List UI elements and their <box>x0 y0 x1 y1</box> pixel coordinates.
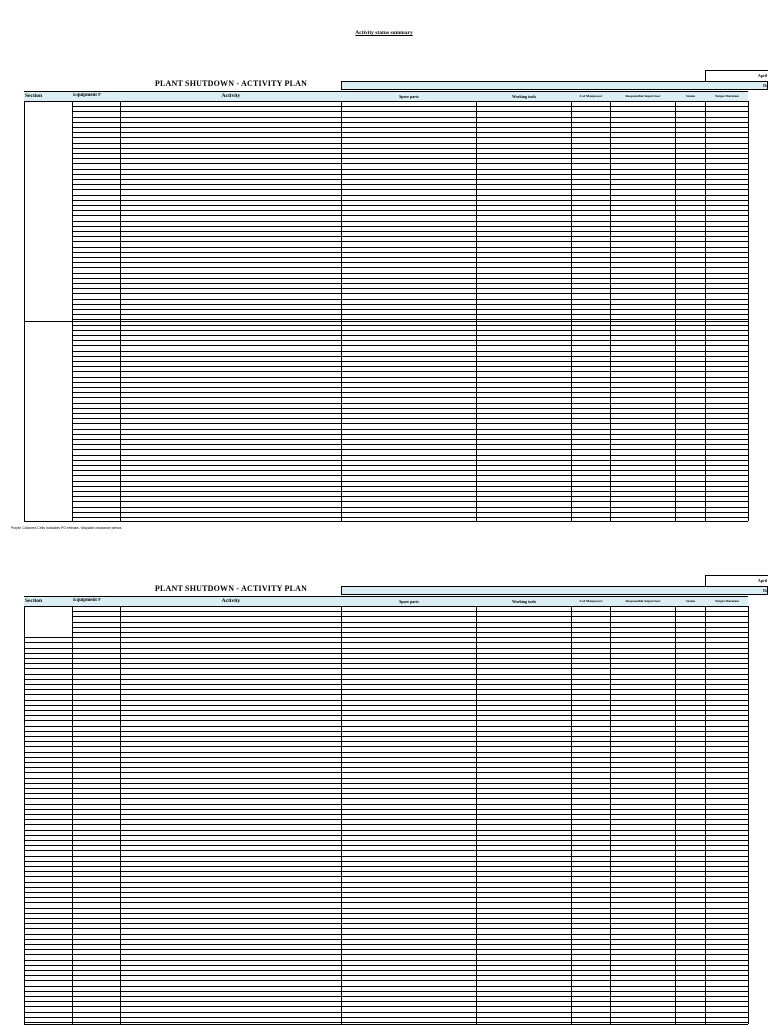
grid-row-line <box>72 439 748 440</box>
grid-row-line <box>24 965 748 966</box>
col-section: Section <box>25 93 43 99</box>
col-working-tools: Working tools <box>511 94 537 99</box>
grid-row-line <box>72 429 748 430</box>
grid-row-line <box>72 481 748 482</box>
grid-row-line <box>72 283 748 284</box>
grid-row-line <box>24 726 748 727</box>
grid-row-line <box>24 986 748 987</box>
grid-row-line <box>24 720 748 721</box>
grid-row-line <box>24 642 748 643</box>
grid-row-line <box>24 783 748 784</box>
grid-row-line <box>24 757 748 758</box>
grid-row-line <box>72 189 748 190</box>
grid-row-line <box>72 622 748 623</box>
grid-row-line <box>72 366 748 367</box>
grid-row-line <box>72 210 748 211</box>
grid-row-line <box>24 923 748 924</box>
grid-row-line <box>24 663 748 664</box>
col-equipment: Equipment # <box>73 598 101 603</box>
grid-row-line <box>24 980 748 981</box>
grid-row-line <box>24 814 748 815</box>
grid-column-line <box>748 606 749 1024</box>
grid-row-line <box>72 184 748 185</box>
grid-row-line <box>72 195 748 196</box>
grid-row-line <box>72 267 748 268</box>
grid-row-line <box>72 444 748 445</box>
grid-row-line <box>72 293 748 294</box>
grid-row-line <box>72 330 748 331</box>
grid-row-line <box>72 163 748 164</box>
grid-row-line <box>72 335 748 336</box>
sheet-title: PLANT SHUTDOWN - ACTIVITY PLAN <box>154 584 308 593</box>
col-spare-parts: Spare parts <box>399 599 419 604</box>
grid-row-line <box>24 913 748 914</box>
grid-row-line <box>72 200 748 201</box>
grid-column-line <box>341 101 342 521</box>
grid-row-line <box>72 111 748 112</box>
col-spare-parts: Spare parts <box>399 94 419 99</box>
grid-row-line <box>72 512 748 513</box>
grid-row-line <box>72 148 748 149</box>
grid-row-line <box>72 345 748 346</box>
grid-column-line <box>705 101 706 521</box>
grid-row-line <box>72 470 748 471</box>
grid-row-line <box>72 252 748 253</box>
grid-row-line <box>72 278 748 279</box>
grid-row-line <box>72 611 748 612</box>
grid-column-line <box>675 101 676 521</box>
col-status: Status <box>685 599 696 603</box>
grid-row-line <box>72 491 748 492</box>
grid-row-line <box>24 715 748 716</box>
footnote: Purple Coloured Cells Indicates PO release / dispatch clearance period. <box>11 526 123 530</box>
grid-row-line <box>72 340 748 341</box>
grid-row-line <box>24 996 748 997</box>
grid-row-line <box>72 632 748 633</box>
day-label: Da <box>763 588 768 593</box>
grid-row-line <box>72 304 748 305</box>
grid-row-line <box>72 627 748 628</box>
grid-row-line <box>24 908 748 909</box>
grid-row-line <box>72 356 748 357</box>
sheet-title: PLANT SHUTDOWN - ACTIVITY PLAN <box>154 79 308 88</box>
grid-row-line <box>24 882 748 883</box>
grid-row-line <box>72 257 748 258</box>
grid-row-line <box>24 866 748 867</box>
grid-row-line <box>72 455 748 456</box>
grid-row-line <box>72 434 748 435</box>
grid-header-rule <box>24 606 748 607</box>
grid-row-line <box>72 262 748 263</box>
grid-row-line <box>24 954 748 955</box>
col-equipment: Equipment # <box>73 93 101 98</box>
col-supervisor: Responsible Supervisor <box>625 599 661 603</box>
summary-title: Activity status summary <box>355 30 413 36</box>
grid-row-line <box>24 830 748 831</box>
grid-row-line <box>72 403 748 404</box>
grid-row-line <box>72 179 748 180</box>
grid-row-line <box>72 325 748 326</box>
grid-row-line <box>72 319 748 320</box>
grid-row-line <box>24 918 748 919</box>
grid-row-line <box>24 892 748 893</box>
grid-row-line <box>24 824 748 825</box>
grid-row-line <box>24 897 748 898</box>
grid-column-line <box>24 101 25 521</box>
grid-row-line <box>72 299 748 300</box>
grid-row-line <box>24 902 748 903</box>
grid-row-line <box>24 944 748 945</box>
grid-row-line <box>24 876 748 877</box>
grid-row-line <box>72 288 748 289</box>
grid-row-line <box>72 616 748 617</box>
grid-row-line <box>24 684 748 685</box>
header-band <box>341 586 768 595</box>
grid-row-line <box>72 496 748 497</box>
grid-row-line <box>72 397 748 398</box>
grid-row-line <box>24 856 748 857</box>
grid-row-line <box>24 887 748 888</box>
grid-row-line <box>72 226 748 227</box>
grid-row-line <box>72 392 748 393</box>
grid-row-line <box>24 746 748 747</box>
grid-row-line <box>24 960 748 961</box>
grid-row-line <box>24 700 748 701</box>
grid-column-line <box>72 101 73 521</box>
grid-row-line <box>72 169 748 170</box>
grid-row-line <box>24 637 748 638</box>
grid-row-line <box>24 835 748 836</box>
grid-row-line <box>72 106 748 107</box>
grid-row-line <box>72 236 748 237</box>
grid-row-line <box>24 934 748 935</box>
grid-row-line <box>24 1001 748 1002</box>
col-manpower: # of Manpower <box>579 94 603 98</box>
grid-row-line <box>72 408 748 409</box>
grid-row-line <box>24 668 748 669</box>
grid-row-line <box>72 309 748 310</box>
grid-row-line <box>72 507 748 508</box>
grid-row-line <box>72 387 748 388</box>
grid-row-line <box>24 804 748 805</box>
grid-row-line <box>72 314 748 315</box>
col-activity: Activity <box>221 93 241 99</box>
activity-plan-sheet-2 <box>0 575 768 1024</box>
grid-row-line <box>72 241 748 242</box>
col-section: Section <box>25 598 43 604</box>
grid-row-line <box>72 460 748 461</box>
grid-row-line <box>72 486 748 487</box>
grid-row-line <box>24 648 748 649</box>
grid-row-line <box>24 939 748 940</box>
grid-row-line <box>72 205 748 206</box>
grid-row-line <box>24 840 748 841</box>
header-band <box>341 81 768 90</box>
grid-row-line <box>72 143 748 144</box>
grid-row-line <box>24 871 748 872</box>
grid-column-line <box>610 101 611 521</box>
col-target-duration: Target Duration <box>714 599 740 603</box>
grid-row-line <box>24 772 748 773</box>
grid-row-line <box>24 861 748 862</box>
grid-row-line <box>24 778 748 779</box>
grid-row-line <box>24 1012 748 1013</box>
grid-row-line <box>24 975 748 976</box>
grid-row-line <box>72 423 748 424</box>
grid-column-line <box>571 101 572 521</box>
grid-row-line <box>72 174 748 175</box>
grid-row-line <box>72 517 748 518</box>
grid-row-line <box>24 949 748 950</box>
grid-row-line <box>72 361 748 362</box>
day-label: Da <box>763 83 768 88</box>
grid-row-line <box>24 658 748 659</box>
grid-row-line <box>24 798 748 799</box>
grid-row-line <box>72 221 748 222</box>
grid-row-line <box>72 475 748 476</box>
grid-row-line <box>72 153 748 154</box>
grid-row-line <box>72 127 748 128</box>
activity-plan-sheet-1 <box>0 70 768 525</box>
col-target-duration: Target Duration <box>714 94 740 98</box>
grid-row-line <box>24 970 748 971</box>
grid-row-line <box>72 418 748 419</box>
grid-row-line <box>24 741 748 742</box>
grid-row-line <box>72 122 748 123</box>
grid-row-line <box>24 653 748 654</box>
grid-row-line <box>72 273 748 274</box>
grid-row-line <box>72 231 748 232</box>
grid-row-line <box>72 132 748 133</box>
grid-row-line <box>24 762 748 763</box>
grid-column-line <box>748 101 749 521</box>
grid-row-line <box>24 991 748 992</box>
grid-column-line <box>120 101 121 521</box>
col-status: Status <box>685 94 696 98</box>
section-divider <box>24 321 748 322</box>
grid-row-line <box>24 809 748 810</box>
col-working-tools: Working tools <box>511 599 537 604</box>
grid-row-line <box>72 371 748 372</box>
grid-header-rule <box>24 101 748 102</box>
grid-row-line <box>24 710 748 711</box>
grid-row-line <box>24 694 748 695</box>
col-manpower: # of Manpower <box>579 599 603 603</box>
grid-row-line <box>72 449 748 450</box>
grid-row-line <box>72 382 748 383</box>
grid-row-line <box>72 215 748 216</box>
grid-row-line <box>72 247 748 248</box>
grid-row-line <box>24 788 748 789</box>
grid-row-line <box>72 377 748 378</box>
grid-row-line <box>24 736 748 737</box>
grid-row-line <box>24 1022 748 1023</box>
grid-row-line <box>24 850 748 851</box>
grid-bottom-rule <box>24 521 748 522</box>
grid-row-line <box>72 465 748 466</box>
grid-row-line <box>24 928 748 929</box>
grid-row-line <box>72 413 748 414</box>
april-label: April <box>757 73 767 78</box>
grid-row-line <box>24 731 748 732</box>
grid-row-line <box>24 793 748 794</box>
grid-row-line <box>24 1006 748 1007</box>
grid-row-line <box>24 819 748 820</box>
grid-row-line <box>24 674 748 675</box>
grid-row-line <box>72 117 748 118</box>
grid-row-line <box>72 501 748 502</box>
grid-row-line <box>72 351 748 352</box>
grid-column-line <box>476 101 477 521</box>
grid-row-line <box>24 1017 748 1018</box>
col-activity: Activity <box>221 598 241 604</box>
grid-row-line <box>72 137 748 138</box>
grid-row-line <box>24 689 748 690</box>
april-label: April <box>757 578 767 583</box>
grid-row-line <box>24 705 748 706</box>
col-supervisor: Responsible Supervisor <box>625 94 661 98</box>
grid-row-line <box>72 158 748 159</box>
grid-row-line <box>24 752 748 753</box>
grid-row-line <box>24 767 748 768</box>
grid-row-line <box>24 679 748 680</box>
grid-row-line <box>24 845 748 846</box>
